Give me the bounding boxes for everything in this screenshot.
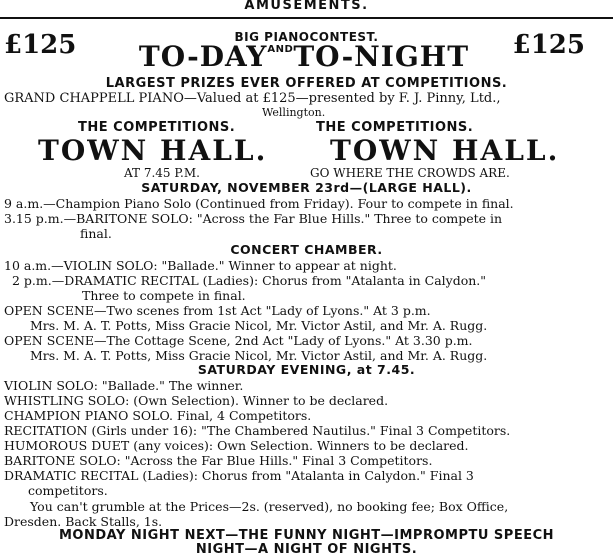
list-item: Mrs. M. A. T. Potts, Miss Gracie Nicol, Mr. Victor Astil, and Mr. A. Rugg. xyxy=(30,318,488,333)
concert-chamber-heading: CONCERT CHAMBER. xyxy=(230,242,383,257)
list-item: 9 a.m.—Champion Piano Solo (Continued from Friday). Four to compete in final. xyxy=(4,196,514,211)
list-item: Three to compete in final. xyxy=(82,288,246,303)
piano-location: Wellington. xyxy=(262,106,326,119)
list-item: DRAMATIC RECITAL (Ladies): Chorus from "Atalanta in Calydon." Final 3 xyxy=(4,468,474,483)
list-item: CHAMPION PIANO SOLO. Final, 4 Competitors. xyxy=(4,408,312,423)
town-hall-left: TOWN HALL. xyxy=(38,134,268,167)
crowds-slogan: GO WHERE THE CROWDS ARE. xyxy=(310,166,510,180)
list-item: 10 a.m.—VIOLIN SOLO: "Ballade." Winner to appear at night. xyxy=(4,258,397,273)
prices-line-2: Dresden. Back Stalls, 1s. xyxy=(4,514,163,529)
competitions-left: THE COMPETITIONS. xyxy=(78,120,236,135)
title-and: AND xyxy=(267,44,294,55)
list-item: 3.15 p.m.—BARITONE SOLO: "Across the Far Blue Hills." Three to compete in xyxy=(4,211,503,226)
list-item: OPEN SCENE—Two scenes from 1st Act "Lady of Lyons." At 3 p.m. xyxy=(4,303,431,318)
list-item: VIOLIN SOLO: "Ballade." The winner. xyxy=(4,378,244,393)
list-item: 2 p.m.—DRAMATIC RECITAL (Ladies): Chorus from "Atalanta in Calydon." xyxy=(12,273,487,288)
contest-subtitle: BIG PIANOCONTEST. xyxy=(234,30,379,44)
list-item: RECITATION (Girls under 16): "The Chambered Nautilus." Final 3 Competitors. xyxy=(4,423,511,438)
town-hall-right: TOWN HALL. xyxy=(330,134,560,167)
list-item: OPEN SCENE—The Cottage Scene, 2nd Act "Lady of Lyons." At 3.30 p.m. xyxy=(4,333,473,348)
price-right: £125 xyxy=(512,30,585,60)
footer-line-1: MONDAY NIGHT NEXT—THE FUNNY NIGHT—IMPROMPTU SPEECH xyxy=(59,528,554,543)
header-rule xyxy=(0,17,613,19)
list-item: BARITONE SOLO: "Across the Far Blue Hills." Final 3 Competitors. xyxy=(4,453,433,468)
list-item: competitors. xyxy=(28,483,108,498)
list-item: WHISTLING SOLO: (Own Selection). Winner to be declared. xyxy=(4,393,389,408)
prizes-line: LARGEST PRIZES EVER OFFERED AT COMPETITIONS. xyxy=(105,76,508,91)
title-tonight: TO-NIGHT xyxy=(293,40,470,73)
piano-line: GRAND CHAPPELL PIANO—Valued at £125—presented by F. J. Pinny, Ltd., xyxy=(4,91,501,106)
list-item: final. xyxy=(80,226,112,241)
list-item: Mrs. M. A. T. Potts, Miss Gracie Nicol, Mr. Victor Astil, and Mr. A. Rugg. xyxy=(30,348,488,363)
title-today: TO-DAY xyxy=(138,40,268,73)
footer-line-2: NIGHT—A NIGHT OF NIGHTS. xyxy=(195,542,418,557)
competitions-right: THE COMPETITIONS. xyxy=(316,120,474,135)
saturday-heading: SATURDAY, NOVEMBER 23rd—(LARGE HALL). xyxy=(141,180,472,195)
list-item: HUMOROUS DUET (any voices): Own Selection. Winners to be declared. xyxy=(4,438,469,453)
time-left: AT 7.45 P.M. xyxy=(124,166,200,180)
prices-line: You can't grumble at the Prices—2s. (reserved), no booking fee; Box Office, xyxy=(30,499,509,514)
section-heading: AMUSEMENTS. xyxy=(244,0,369,13)
saturday-evening-heading: SATURDAY EVENING, at 7.45. xyxy=(197,362,416,377)
banner-title xyxy=(124,40,484,73)
price-left: £125 xyxy=(4,30,77,60)
